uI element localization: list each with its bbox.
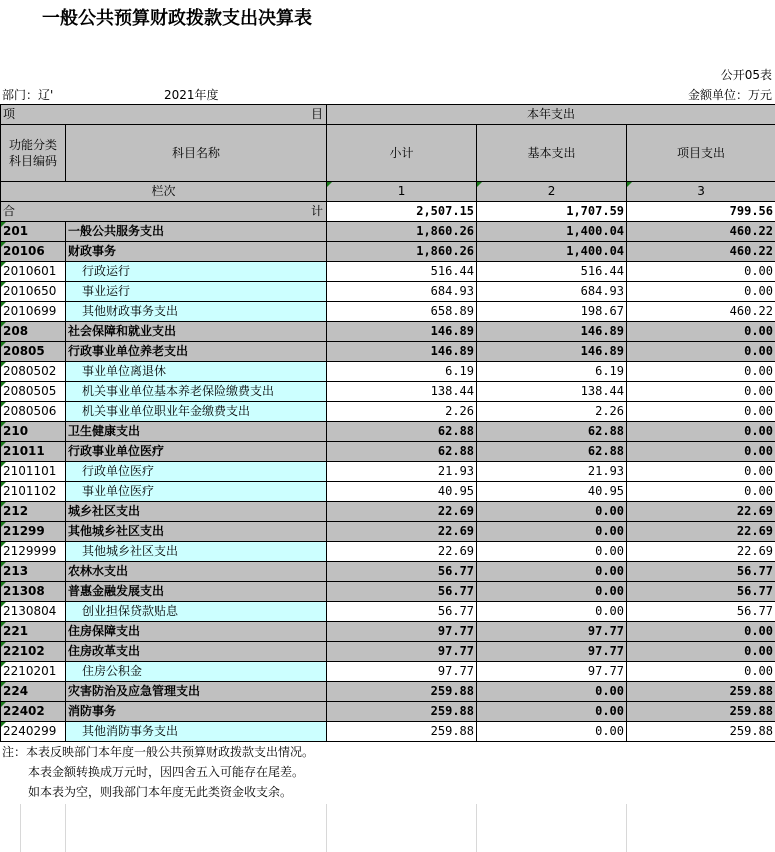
row-subject-name: 住房保障支出 xyxy=(66,622,327,642)
row-subtotal: 6.19 xyxy=(327,362,477,382)
row-code: 21299 xyxy=(1,522,66,542)
row-project: 0.00 xyxy=(627,662,775,682)
row-project: 0.00 xyxy=(627,282,775,302)
empty-grid-line xyxy=(476,804,477,852)
row-project: 0.00 xyxy=(627,402,775,422)
row-basic: 97.77 xyxy=(477,622,627,642)
row-subject-name: 一般公共服务支出 xyxy=(66,222,327,242)
table-row xyxy=(1,382,775,402)
table-row xyxy=(1,602,775,622)
row-basic: 97.77 xyxy=(477,642,627,662)
row-project: 0.00 xyxy=(627,462,775,482)
row-basic: 97.77 xyxy=(477,662,627,682)
table-row xyxy=(1,422,775,442)
row-code: 2080506 xyxy=(1,402,66,422)
row-basic: 0.00 xyxy=(477,522,627,542)
row-subtotal: 259.88 xyxy=(327,682,477,702)
row-basic: 146.89 xyxy=(477,322,627,342)
item-left-label: 项 xyxy=(3,107,16,121)
row-subject-name: 卫生健康支出 xyxy=(66,422,327,442)
column-index-2: 2 xyxy=(477,182,627,202)
department-label: 部门：辽' xyxy=(2,88,54,102)
row-code: 20106 xyxy=(1,242,66,262)
row-subtotal: 1,860.26 xyxy=(327,242,477,262)
row-subject-name: 行政单位医疗 xyxy=(66,462,327,482)
empty-grid-line xyxy=(326,804,327,852)
row-subject-name: 创业担保贷款贴息 xyxy=(66,602,327,622)
row-subtotal: 62.88 xyxy=(327,442,477,462)
row-project: 22.69 xyxy=(627,502,775,522)
table-row xyxy=(1,222,775,242)
table-row xyxy=(1,442,775,462)
row-code: 208 xyxy=(1,322,66,342)
row-basic: 0.00 xyxy=(477,562,627,582)
row-subject-name: 其他消防事务支出 xyxy=(66,722,327,742)
row-project: 460.22 xyxy=(627,302,775,322)
project-header: 项目支出 xyxy=(627,125,775,182)
unit-label: 金额单位：万元 xyxy=(687,88,772,102)
table-row xyxy=(1,502,775,522)
row-subtotal: 259.88 xyxy=(327,702,477,722)
row-project: 259.88 xyxy=(627,702,775,722)
row-subject-name: 其他城乡社区支出 xyxy=(66,522,327,542)
row-basic: 62.88 xyxy=(477,422,627,442)
current-expense-header: 本年支出 xyxy=(327,105,775,125)
row-subtotal: 56.77 xyxy=(327,582,477,602)
row-basic: 40.95 xyxy=(477,482,627,502)
row-code: 21308 xyxy=(1,582,66,602)
row-code: 2130804 xyxy=(1,602,66,622)
row-subtotal: 97.77 xyxy=(327,662,477,682)
table-row xyxy=(1,542,775,562)
row-subject-name: 行政事业单位养老支出 xyxy=(66,342,327,362)
row-code: 2101102 xyxy=(1,482,66,502)
table-row xyxy=(1,362,775,382)
row-code: 20805 xyxy=(1,342,66,362)
row-project: 0.00 xyxy=(627,622,775,642)
row-subject-name: 其他城乡社区支出 xyxy=(66,542,327,562)
row-code: 2210201 xyxy=(1,662,66,682)
row-subject-name: 事业单位离退休 xyxy=(66,362,327,382)
row-project: 259.88 xyxy=(627,722,775,742)
row-subtotal: 146.89 xyxy=(327,322,477,342)
row-code: 224 xyxy=(1,682,66,702)
row-project: 0.00 xyxy=(627,362,775,382)
row-subject-name: 事业运行 xyxy=(66,282,327,302)
column-index-row xyxy=(1,182,775,202)
table-row xyxy=(1,642,775,662)
table-row xyxy=(1,622,775,642)
row-subtotal: 40.95 xyxy=(327,482,477,502)
total-project: 799.56 xyxy=(627,202,775,222)
table-row xyxy=(1,682,775,702)
basic-header: 基本支出 xyxy=(477,125,627,182)
row-basic: 62.88 xyxy=(477,442,627,462)
row-subtotal: 97.77 xyxy=(327,642,477,662)
total-label-cell xyxy=(1,202,327,222)
row-code: 212 xyxy=(1,502,66,522)
row-subtotal: 22.69 xyxy=(327,522,477,542)
table-row xyxy=(1,462,775,482)
row-project: 460.22 xyxy=(627,242,775,262)
row-project: 0.00 xyxy=(627,342,775,362)
row-basic: 516.44 xyxy=(477,262,627,282)
column-index-label: 栏次 xyxy=(1,182,327,202)
row-code: 2240299 xyxy=(1,722,66,742)
row-basic: 2.26 xyxy=(477,402,627,422)
row-subject-name: 消防事务 xyxy=(66,702,327,722)
row-code: 22102 xyxy=(1,642,66,662)
row-code: 2010650 xyxy=(1,282,66,302)
row-subtotal: 516.44 xyxy=(327,262,477,282)
table-row xyxy=(1,562,775,582)
row-code: 221 xyxy=(1,622,66,642)
row-code: 2080505 xyxy=(1,382,66,402)
table-row xyxy=(1,662,775,682)
row-subject-name: 农林水支出 xyxy=(66,562,327,582)
row-subtotal: 2.26 xyxy=(327,402,477,422)
row-basic: 0.00 xyxy=(477,722,627,742)
row-subject-name: 住房公积金 xyxy=(66,662,327,682)
row-subject-name: 事业单位医疗 xyxy=(66,482,327,502)
table-row xyxy=(1,242,775,262)
row-project: 22.69 xyxy=(627,522,775,542)
table-row xyxy=(1,482,775,502)
row-subtotal: 146.89 xyxy=(327,342,477,362)
row-basic: 684.93 xyxy=(477,282,627,302)
header-row-2 xyxy=(1,125,775,182)
subtotal-header: 小计 xyxy=(327,125,477,182)
row-basic: 0.00 xyxy=(477,582,627,602)
empty-grid-line xyxy=(20,804,21,852)
row-subject-name: 普惠金融发展支出 xyxy=(66,582,327,602)
row-subject-name: 财政事务 xyxy=(66,242,327,262)
row-project: 0.00 xyxy=(627,422,775,442)
row-basic: 1,400.04 xyxy=(477,222,627,242)
row-basic: 1,400.04 xyxy=(477,242,627,262)
row-project: 0.00 xyxy=(627,382,775,402)
row-subtotal: 1,860.26 xyxy=(327,222,477,242)
row-subtotal: 62.88 xyxy=(327,422,477,442)
row-basic: 21.93 xyxy=(477,462,627,482)
row-subtotal: 259.88 xyxy=(327,722,477,742)
row-subject-name: 灾害防治及应急管理支出 xyxy=(66,682,327,702)
expenditure-table xyxy=(0,104,775,742)
row-project: 56.77 xyxy=(627,562,775,582)
row-code: 2129999 xyxy=(1,542,66,562)
table-row xyxy=(1,722,775,742)
row-subtotal: 97.77 xyxy=(327,622,477,642)
row-project: 56.77 xyxy=(627,602,775,622)
row-code: 22402 xyxy=(1,702,66,722)
row-basic: 198.67 xyxy=(477,302,627,322)
table-row xyxy=(1,302,775,322)
table-row xyxy=(1,702,775,722)
total-subtotal: 2,507.15 xyxy=(327,202,477,222)
row-basic: 138.44 xyxy=(477,382,627,402)
row-code: 2101101 xyxy=(1,462,66,482)
item-header-cell xyxy=(1,105,327,125)
row-code: 201 xyxy=(1,222,66,242)
note-2: 本表金额转换成万元时，因四舍五入可能存在尾差。 xyxy=(28,765,305,779)
note-1: 注：本表反映部门本年度一般公共预算财政拨款支出情况。 xyxy=(2,745,315,759)
row-project: 0.00 xyxy=(627,482,775,502)
row-subject-name: 城乡社区支出 xyxy=(66,502,327,522)
total-right-label: 计 xyxy=(311,204,324,218)
row-project: 0.00 xyxy=(627,642,775,662)
func-code-header: 功能分类 科目编码 xyxy=(1,125,66,182)
row-basic: 0.00 xyxy=(477,702,627,722)
total-row xyxy=(1,202,775,222)
row-code: 2010601 xyxy=(1,262,66,282)
table-row xyxy=(1,522,775,542)
row-subject-name: 住房改革支出 xyxy=(66,642,327,662)
row-project: 56.77 xyxy=(627,582,775,602)
row-project: 22.69 xyxy=(627,542,775,562)
table-row xyxy=(1,322,775,342)
row-code: 213 xyxy=(1,562,66,582)
empty-grid-line xyxy=(626,804,627,852)
row-code: 2080502 xyxy=(1,362,66,382)
note-3: 如本表为空，则我部门本年度无此类资金收支余。 xyxy=(28,785,293,799)
row-subject-name: 行政运行 xyxy=(66,262,327,282)
row-basic: 6.19 xyxy=(477,362,627,382)
row-subtotal: 138.44 xyxy=(327,382,477,402)
row-project: 0.00 xyxy=(627,442,775,462)
row-subtotal: 22.69 xyxy=(327,542,477,562)
table-row xyxy=(1,262,775,282)
item-right-label: 目 xyxy=(311,107,324,121)
column-index-3: 3 xyxy=(627,182,775,202)
row-subject-name: 其他财政事务支出 xyxy=(66,302,327,322)
notes xyxy=(2,742,314,802)
fiscal-year: 2021年度 xyxy=(164,88,219,102)
table-row xyxy=(1,582,775,602)
table-row xyxy=(1,282,775,302)
row-subject-name: 社会保障和就业支出 xyxy=(66,322,327,342)
page-title: 一般公共预算财政拨款支出决算表 xyxy=(42,8,312,29)
row-subject-name: 行政事业单位医疗 xyxy=(66,442,327,462)
row-subtotal: 22.69 xyxy=(327,502,477,522)
row-basic: 146.89 xyxy=(477,342,627,362)
total-basic: 1,707.59 xyxy=(477,202,627,222)
row-basic: 0.00 xyxy=(477,602,627,622)
row-project: 0.00 xyxy=(627,322,775,342)
row-code: 2010699 xyxy=(1,302,66,322)
column-index-1: 1 xyxy=(327,182,477,202)
total-left-label: 合 xyxy=(3,204,16,218)
subject-name-header: 科目名称 xyxy=(66,125,327,182)
row-subject-name: 机关事业单位基本养老保险缴费支出 xyxy=(66,382,327,402)
row-subtotal: 658.89 xyxy=(327,302,477,322)
row-code: 210 xyxy=(1,422,66,442)
row-project: 259.88 xyxy=(627,682,775,702)
row-subject-name: 机关事业单位职业年金缴费支出 xyxy=(66,402,327,422)
table-row xyxy=(1,402,775,422)
empty-grid-line xyxy=(65,804,66,852)
row-basic: 0.00 xyxy=(477,542,627,562)
row-subtotal: 684.93 xyxy=(327,282,477,302)
row-subtotal: 56.77 xyxy=(327,602,477,622)
row-subtotal: 56.77 xyxy=(327,562,477,582)
header-row-1 xyxy=(1,105,775,125)
row-code: 21011 xyxy=(1,442,66,462)
row-basic: 0.00 xyxy=(477,502,627,522)
row-project: 460.22 xyxy=(627,222,775,242)
table-row xyxy=(1,342,775,362)
row-project: 0.00 xyxy=(627,262,775,282)
row-subtotal: 21.93 xyxy=(327,462,477,482)
row-basic: 0.00 xyxy=(477,682,627,702)
form-code: 公开05表 xyxy=(720,68,772,82)
